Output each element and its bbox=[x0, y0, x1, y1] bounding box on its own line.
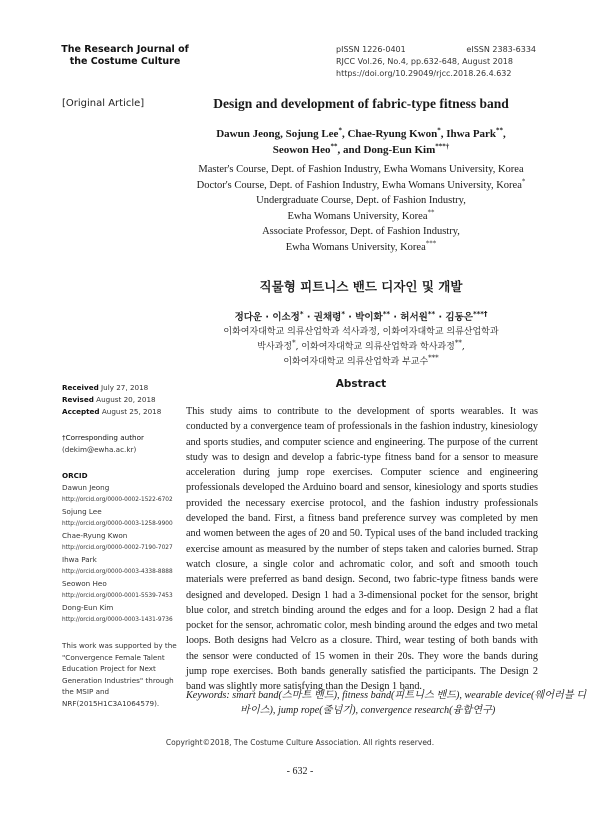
author-text: 정다운 · 이소정 bbox=[234, 312, 300, 323]
affiliation-mark: *** bbox=[425, 239, 437, 247]
author-mark: * bbox=[338, 126, 342, 135]
page-number: - 632 - bbox=[286, 766, 314, 777]
affiliation-line bbox=[186, 178, 536, 194]
affiliation-text: 이화여자대학교 의류산업학과 부교수 bbox=[283, 357, 429, 367]
volume-info: RJCC Vol.26, No.4, pp.632-648, August 2018 bbox=[336, 57, 513, 66]
pissn: pISSN 1226-0401 bbox=[336, 45, 406, 54]
orcid-name: Dong-Eun Kim bbox=[62, 603, 114, 612]
author-text: , Chae-Ryung Kwon bbox=[341, 128, 438, 140]
value: July 27, 2018 bbox=[101, 383, 149, 392]
corresponding-author-label: †Corresponding author bbox=[62, 433, 144, 442]
journal-name-line1: The Research Journal of bbox=[61, 44, 189, 55]
value: August 20, 2018 bbox=[96, 395, 156, 404]
abstract-text: This study aims to contribute to the development of sports wearables. It was conducted by a convergence team of professionals in the fashion industry, kinesiology and sports studies, and computer science and engineering. The purpose of the current study was to design and develop a fabric-type fitness band for a sensor to measure acceleration during jump rope exercises. Computer science and engineering professionals developed the Arduino board and sensor, kinesiology and sports studies provided the necessary exercise protocol, and the fashion industry professionals developed the band. First, a fitness band preference survey was completed by men and women between the ages of 20 and 50. Typical uses of the band included tracking exercise amount as measured by the number of steps taken and calories burned. Strap watch closure, a single color and achromatic color, and soft and smooth touch materials were preferred as band design. Second, two fabric-type fitness bands were designed and developed. Design 1 had a 3-dimensional pocket for the sensor, bright blue color, and stretch binding around the edges and for a loop. Design 2 had a flat pocket for the sensor, achromatic color, mesh binding around the edges and two metal loops. Both designs had Velcro as a closure. Third, wear testing of both bands with the sensor were conducted of 15 women in their 20s. They wore the bands during jump rope exercises. Both bands generally satisfied the participants. The Design 2 band was slightly more satisfying than the Design 1 band. bbox=[186, 406, 538, 693]
affiliation-mark: ** bbox=[454, 339, 462, 347]
affiliation-line: Undergraduate Course, Dept. of Fashion Industry, bbox=[256, 195, 466, 206]
orcid-heading: ORCID bbox=[62, 471, 88, 480]
value: August 25, 2018 bbox=[101, 407, 162, 416]
keywords: Keywords: smart band(스마트 밴드), fitness band(피트니스 밴드), wearable device(웨어러블 디바이스), jump rope(줄넘기), convergence research(융합연구) bbox=[186, 690, 587, 716]
orcid-link[interactable]: http://orcid.org/0000-0001-5539-7453 bbox=[62, 593, 173, 599]
affiliation-line: Associate Professor, Dept. of Fashion Industry, bbox=[262, 226, 460, 237]
label: Received bbox=[62, 383, 99, 392]
author-mark: * bbox=[437, 126, 441, 135]
date-received bbox=[62, 382, 184, 394]
affiliation-ko-line: 이화여자대학교 의류산업학과 석사과정, 이화여자대학교 의류산업학과 bbox=[223, 327, 499, 337]
orcid-link[interactable]: http://orcid.org/0000-0002-1522-6702 bbox=[62, 497, 173, 503]
orcid-link[interactable]: http://orcid.org/0000-0003-4338-8888 bbox=[62, 569, 173, 575]
affiliation-text: Doctor's Course, Dept. of Fashion Industry, Ewha Womans University, Korea bbox=[196, 179, 522, 191]
copyright-footer: Copyright©2018, The Costume Culture Association. All rights reserved. bbox=[165, 738, 435, 747]
affiliation-mark: * bbox=[521, 177, 526, 185]
corresponding-author-email[interactable]: (dekim@ewha.ac.kr) bbox=[62, 445, 137, 454]
author-text: , bbox=[503, 128, 506, 140]
doi-link[interactable]: https://doi.org/10.29049/rjcc.2018.26.4.632 bbox=[336, 69, 512, 78]
author-mark: ** bbox=[496, 126, 504, 135]
orcid-link[interactable]: http://orcid.org/0000-0002-7190-7027 bbox=[62, 545, 173, 551]
orcid-name: Seowon Heo bbox=[62, 579, 107, 588]
author-mark: ***† bbox=[472, 309, 488, 318]
affiliation-text: 박사과정 bbox=[257, 342, 293, 352]
eissn: eISSN 2383-6334 bbox=[466, 45, 536, 54]
orcid-link[interactable]: http://orcid.org/0000-0003-1431-9736 bbox=[62, 617, 173, 623]
article-sidebar bbox=[62, 382, 184, 709]
affiliation-mark: * bbox=[292, 339, 296, 347]
orcid-name: Chae-Ryung Kwon bbox=[62, 531, 128, 540]
publication-ids bbox=[336, 44, 536, 80]
affiliation-ko-line bbox=[186, 355, 536, 370]
title-block bbox=[186, 96, 536, 370]
date-accepted bbox=[62, 406, 184, 418]
author-text: · 김동은 bbox=[435, 312, 473, 323]
affiliation-mark: ** bbox=[427, 208, 435, 216]
authors-korean bbox=[186, 309, 536, 323]
title-english: Design and development of fabric-type fitness band bbox=[213, 96, 509, 111]
author-mark: ** bbox=[427, 309, 436, 318]
label: Accepted bbox=[62, 407, 100, 416]
affiliation-text: Ewha Womans University, Korea bbox=[287, 210, 428, 222]
title-korean: 직물형 피트니스 밴드 디자인 및 개발 bbox=[259, 279, 463, 294]
affiliation-ko-line bbox=[186, 340, 536, 355]
abstract-heading: Abstract bbox=[335, 378, 387, 390]
funding-note: This work was supported by the "Convergence Female Talent Education Project for Next Generation Industries" through the MSIP and NRF(2015H1C3A1064579). bbox=[62, 641, 177, 708]
author-text: Dawun Jeong, Sojung Lee bbox=[216, 128, 339, 140]
affiliation-text: , 이화여자대학교 의류산업학과 학사과정 bbox=[295, 342, 455, 352]
author-mark: ***† bbox=[435, 142, 450, 151]
affiliation-line bbox=[186, 209, 536, 225]
affiliation-text: Ewha Womans University, Korea bbox=[285, 241, 426, 253]
orcid-name: Dawun Jeong bbox=[62, 483, 110, 492]
author-text: , and Dong-Eun Kim bbox=[337, 144, 436, 156]
author-text: · 허서원 bbox=[390, 312, 428, 323]
journal-name bbox=[60, 44, 190, 68]
affiliation-line bbox=[186, 240, 536, 256]
article-type: [Original Article] bbox=[62, 98, 145, 109]
affiliation-line: Master's Course, Dept. of Fashion Industry, Ewha Womans University, Korea bbox=[198, 164, 524, 175]
author-text: , Ihwa Park bbox=[440, 128, 497, 140]
authors-english bbox=[186, 126, 536, 158]
label: Revised bbox=[62, 395, 94, 404]
author-mark: ** bbox=[330, 142, 338, 151]
affiliation-mark: *** bbox=[428, 354, 439, 362]
date-revised bbox=[62, 394, 184, 406]
affiliation-text: , bbox=[461, 342, 465, 352]
author-mark: * bbox=[299, 309, 304, 318]
author-text: · 박이화 bbox=[344, 312, 383, 323]
orcid-link[interactable]: http://orcid.org/0000-0003-1258-9900 bbox=[62, 521, 173, 527]
author-mark: ** bbox=[382, 309, 391, 318]
orcid-name: Ihwa Park bbox=[62, 555, 97, 564]
orcid-name: Sojung Lee bbox=[62, 507, 102, 516]
author-mark: * bbox=[341, 309, 345, 318]
author-text: · 권채령 bbox=[303, 312, 342, 323]
journal-name-line2: the Costume Culture bbox=[69, 56, 181, 67]
author-text: Seowon Heo bbox=[272, 144, 331, 156]
